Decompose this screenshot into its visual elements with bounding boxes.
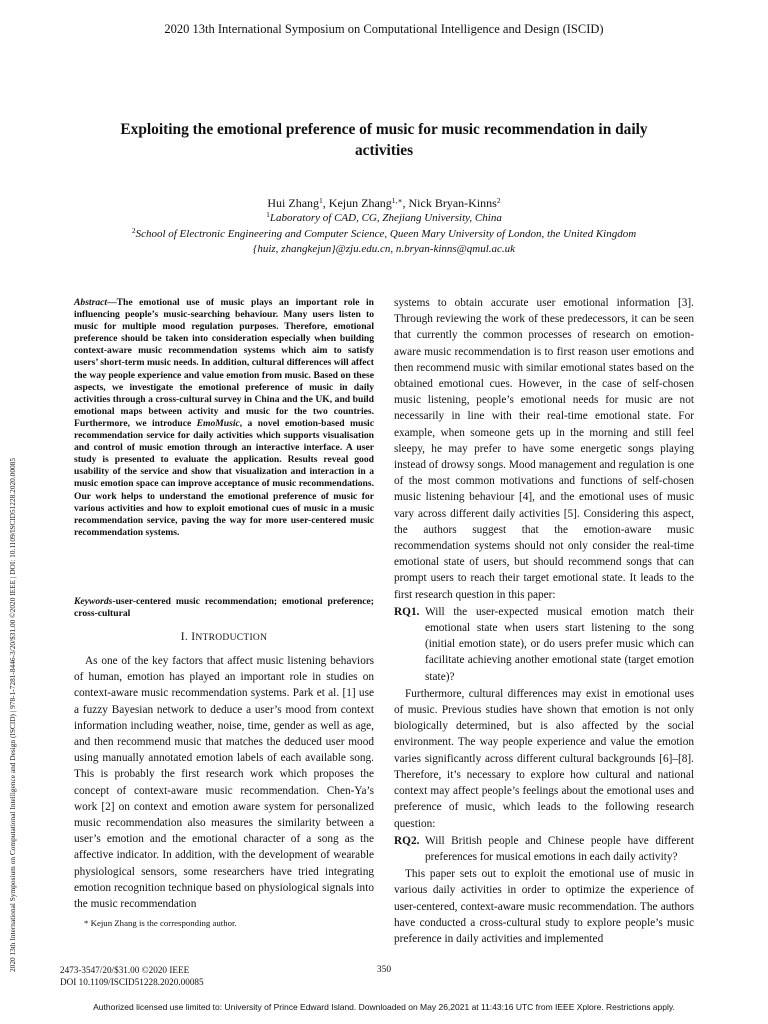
author-name: Hui Zhang — [267, 196, 320, 210]
emomusic-name: EmoMusic — [196, 417, 240, 429]
author-name: Nick Bryan-Kinns — [408, 196, 497, 210]
issn: 2473-3547/20/$31.00 ©2020 IEEE — [60, 965, 190, 975]
affiliation-1: $^1$Laboratory of CAD, CG, Zhejiang University, China — [266, 210, 502, 224]
research-question-2: RQ2. Will British people and Chinese people have different preferences for musical emotions in each daily activity? — [394, 834, 694, 863]
section-heading-introduction: I. INTRODUCTION — [180, 631, 268, 643]
page-number: 350 — [376, 965, 392, 975]
conference-header: 2020 13th International Symposium on Computational Intelligence and Design (ISCID) — [164, 22, 604, 36]
doi: DOI 10.1109/ISCID51228.2020.00085 — [60, 976, 204, 987]
abstract-label: Abstract — [74, 297, 108, 308]
research-question-1: RQ1. Will the user-expected musical emotion match their emotional state when users start listening to the song (initial emotion state), or do users prefer music which can facilitate achieving another emotional state (target emotion state)? — [394, 605, 694, 683]
author-name: Kejun Zhang — [328, 196, 392, 210]
right-paragraph-2: Furthermore, cultural differences may exist in emotional uses of music. Previous studies have shown that emotion is not only biologically determined, but is also affected by the social environment. The way people experience and value the emotion varies significantly across different cultural backgrounds [6]–[8]. Therefore, it’s necessary to explore how cultural and national context may affect people’s feelings about the emotional uses and preference of music, which leads to the following research question: — [394, 687, 694, 830]
author-list: Hui Zhang$^1$, Kejun Zhang$^{1,∗}$, Nick Bryan-Kinns$^2$ — [267, 196, 501, 210]
side-citation-strip: 2020 13th International Symposium on Computational Intelligence and Design (ISCID) | 978-1-7281-8446-3/20/$31.00 ©2020 IEEE | DOI: 10.1109/ISCID51228.2020.00085 — [8, 457, 17, 972]
right-paragraph-3: This paper sets out to exploit the emotional use of music in various daily activities in order to optimize the experience of user-centered, context-aware music recommendation. The authors have conducted a cross-cultural study to explore people’s music preference in daily activities and implemented — [394, 868, 694, 945]
affiliation-2: $^2$School of Electronic Engineering and Computer Science, Queen Mary University of London, the United Kingdom — [131, 226, 637, 240]
footnote: * Kejun Zhang is the corresponding author. — [84, 918, 237, 928]
intro-paragraph: As one of the key factors that affect music listening behaviors of human, emotion has played an important role in studies on context-aware music recommendation systems. Park et al. [1] use a fuzzy Bayesian network to deduce a user’s mood from context information including weather, noise, time, gender as well as age, and then recommend music that matches the deduced user mood using manually annotated emotion labels of each available song. This is probably the first research work which proposes the concept of context-aware music recommendation. Chen-Ya’s work [2] on context and emotion aware system for personalized music recommendation also measures the similarity between a user’s emotion and the emotional character of a song as the affective indicator. In addition, with the development of wearable physiological sensors, some researchers have tried integrating emotion recognition technique based on physiological signals into the music recommendation — [74, 655, 374, 911]
paper-title: Exploiting the emotional preference of music for music recommendation in daily activities — [120, 121, 648, 159]
author-emails: {huiz, zhangkejun}@zju.edu.cn, n.bryan-kinns@qmul.ac.uk — [252, 243, 516, 255]
right-column — [394, 295, 694, 947]
keywords-label: Keywords — [74, 596, 113, 607]
author-affiliation-mark: 1,∗ — [391, 196, 403, 205]
right-paragraph-1: systems to obtain accurate user emotional information [3]. Through reviewing the work of these predecessors, it can be seen that currently the common processes of research on emotion-aware music recommendation is to first reason user emotions and then recommend music with similar emotional states based on the obtained emotional cues. However, in the case of self-chosen music listening, people’s emotional needs for music are not necessarily in line with their real-time emotional state. For example, when someone gets up in the morning and still feel sleepy, he may prefer to have some energetic songs playing instead of drowsy songs. Mood management and regulation is one of the most common motivations and functions of self-chosen music listening behaviour [4], and the emotional uses of music vary across different daily activities [5]. Considering this aspect, the authors suggest that the emotion-aware music recommendation systems should not only consider the real-time emotional state of users, but should recommend songs that can prompt users to reach their target emotional state. It leads to the first research question in this paper: — [394, 297, 694, 601]
author-affiliation-mark: 1 — [319, 196, 323, 205]
keywords: Keywords-user-centered music recommendation; emotional preference; cross-cultural — [74, 596, 374, 619]
authorized-use-notice: Authorized licensed use limited to: University of Prince Edward Island. Downloaded on May 26,2021 at 11:43:16 UTC from IEEE Xplore. Restrictions apply. — [93, 1002, 675, 1012]
abstract: Abstract—The emotional use of music plays an important role in influencing people’s music-searching behaviour. Many users listen to music for multiple mood regulation purposes. Therefore, emotional preference should be taken into consideration especially when building context-aware music recommendation systems which aim to satisfy users’ short-term music needs. In addition, cultural differences will affect the way people experience and value emotion from music. Based on these aspects, we investigate the emotional preference of music in daily activities through a cross-cultural survey in China and the UK, and build emotional maps between activity and music for the two countries. Furthermore, we introduce EmoMusic, a novel emotion-based music recommendation service for daily activities which supports visualisation and control of music emotion through an interactive interface. A user study is presented to evaluate the application. Results reveal good usability of the service and show that visualization and interaction in a music emotion space can improve acceptance of music recommendations. Our work helps to understand the emotional preference of music for various activities and how to exploit emotional cues of music in a music recommendation service, paving the way for more user-centered music recommendation systems. — [74, 297, 374, 538]
author-affiliation-mark: 2 — [496, 196, 501, 205]
